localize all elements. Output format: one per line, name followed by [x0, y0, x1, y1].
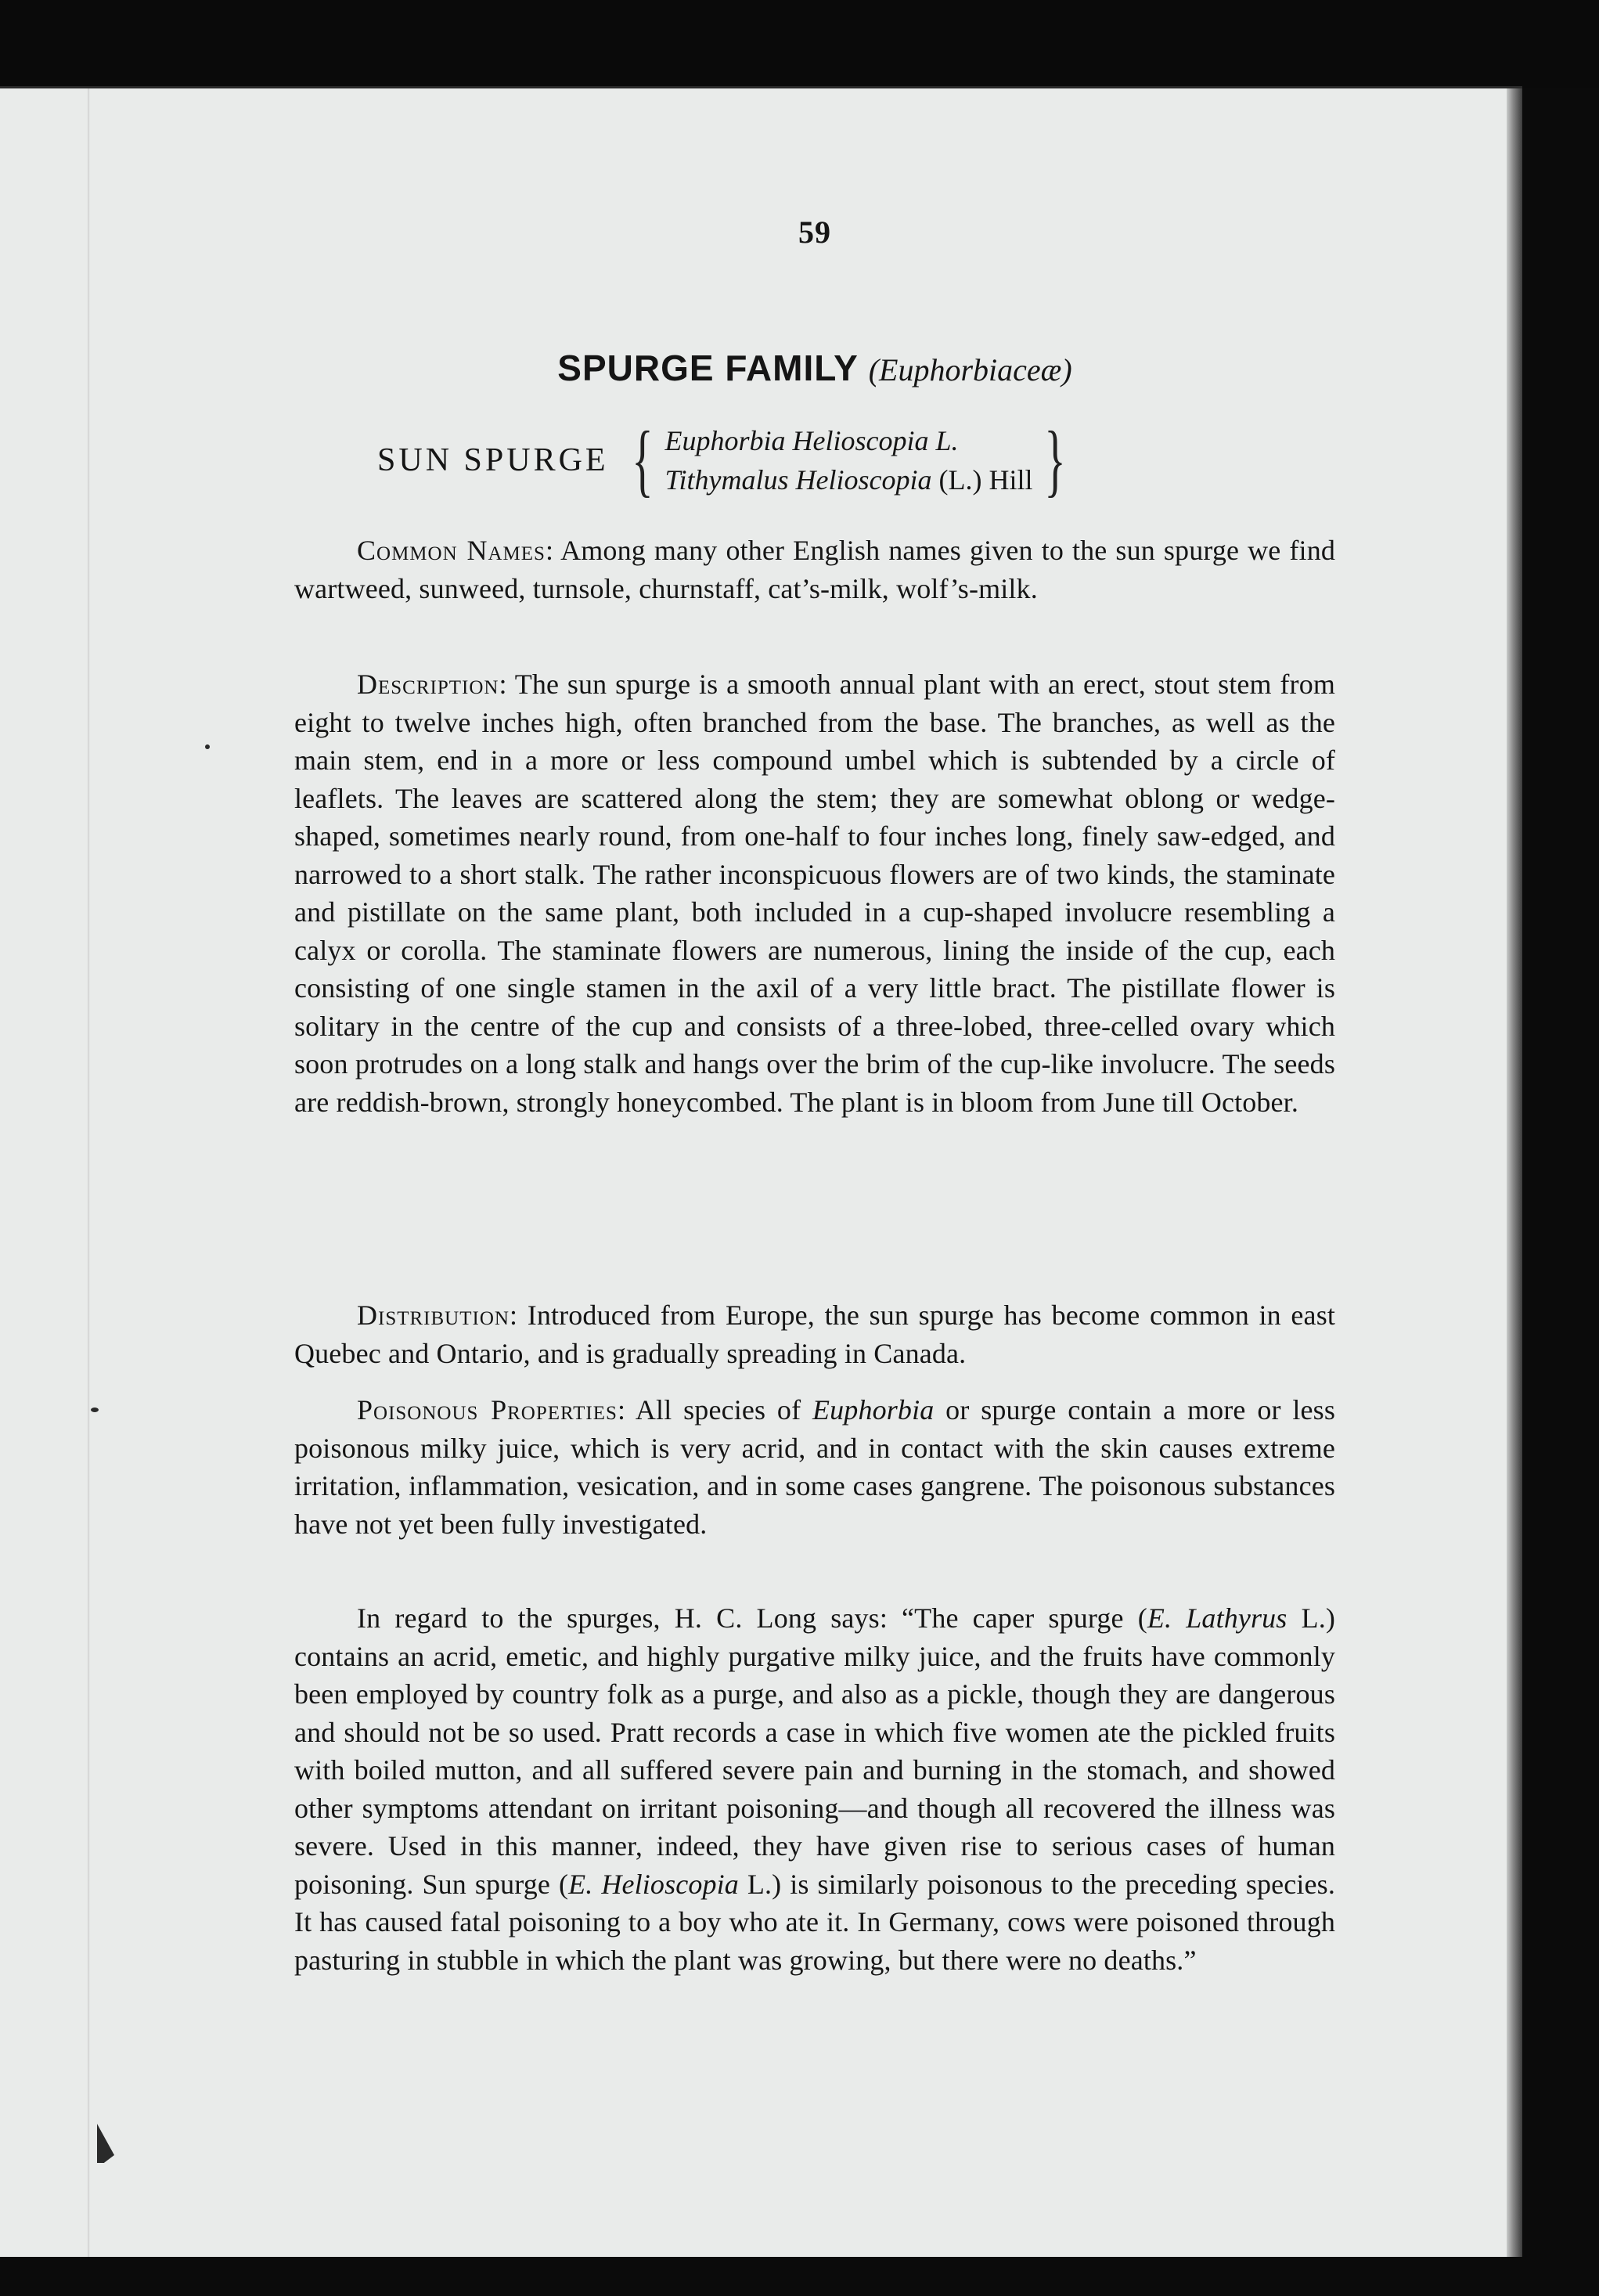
poisonous-text-b: or spurge contain a more or less poisonous milky juice, which is very acrid, and in contact with the skin causes extreme irritation, inflammation, vesication, and in some cases gangrene. The poisonous substances have not yet been fully investigated.: [294, 1394, 1336, 1540]
common-names-paragraph: [294, 532, 1335, 607]
left-brace: {: [631, 415, 654, 505]
synonym-2-name: Tithymalus Helioscopia: [664, 464, 932, 496]
scan-top-border: [0, 0, 1599, 88]
quote-text-c: L.) is similarly poisonous to the preceding species. It has caused fatal poisoning to a boy who ate it. In Germany, cows were poisoned through pasturing in stubble in which the plant was growing, but there were no deaths.”: [294, 1868, 1335, 1976]
family-latin-name: (Euphorbiaceæ): [868, 352, 1072, 387]
description-label: Description: [357, 669, 499, 700]
page-right-edge: [1507, 88, 1522, 2257]
corner-tear: [97, 2124, 114, 2163]
gutter-shadow: [88, 88, 90, 2257]
synonym-2-author: (L.) Hill: [931, 464, 1033, 496]
family-name: SPURGE FAMILY: [557, 348, 858, 388]
species-heading: [377, 417, 1075, 503]
quote-paragraph: [294, 1599, 1335, 1979]
common-names-label: Common Names: [357, 535, 546, 566]
margin-dot: [205, 744, 210, 749]
description-paragraph: [294, 665, 1335, 1121]
species-synonyms: [665, 421, 1033, 499]
synonym-2: [665, 460, 1033, 499]
distribution-paragraph: [294, 1296, 1335, 1372]
page-number: 59: [798, 214, 831, 250]
right-brace: }: [1044, 415, 1067, 505]
poisonous-genus: Euphorbia: [812, 1394, 935, 1426]
species-common-name: SUN SPURGE: [377, 442, 609, 478]
distribution-text: : Introduced from Europe, the sun spurge has become common in east Quebec and Ontario, and is gradually spreading in Canada.: [294, 1299, 1335, 1369]
margin-mark: [91, 1408, 99, 1412]
poisonous-properties-paragraph: [294, 1391, 1335, 1543]
quote-species-b: E. Helioscopia: [568, 1868, 739, 1900]
family-heading: [294, 347, 1335, 389]
distribution-label: Distribution: [357, 1299, 510, 1331]
common-names-text: : Among many other English names given to the sun spurge we find wartweed, sunweed, turnsole, churnstaff, cat’s-milk, wolf’s-milk.: [294, 535, 1335, 604]
quote-text-a: In regard to the spurges, H. C. Long says: “The caper spurge (: [357, 1602, 1147, 1634]
quote-text-b: L.) contains an acrid, emetic, and highly purgative milky juice, and the fruits have commonly been employed by country folk as a purge, and also as a pickle, though they are dangerous and should not be so used. Pratt records a case in which five women ate the pickled fruits with boiled mutton, and all suffered severe pain and burning in the stomach, and showed other symptoms attendant on irritant poisoning—and though all recovered the illness was severe. Used in this manner, indeed, they have given rise to serious cases of human poisoning. Sun spurge (: [294, 1602, 1335, 1900]
poisonous-text-a: : All species of: [617, 1394, 813, 1426]
poisonous-label: Poisonous Properties: [357, 1394, 618, 1426]
synonym-1: Euphorbia Helioscopia L.: [664, 425, 959, 456]
book-page: [0, 86, 1522, 2257]
description-text: : The sun spurge is a smooth annual plant with an erect, stout stem from eight to twelve inches high, often branched from the base. The branches, as well as the main stem, end in a more or less compound umbel which is subtended by a circle of leaflets. The leaves are scattered along the stem; they are somewhat oblong or wedge-shaped, sometimes nearly round, from one-half to four inches long, finely saw-edged, and narrowed to a short stalk. The rather inconspicuous flowers are of two kinds, the staminate and pistillate on the same plant, both included in a cup-shaped involucre resembling a calyx or corolla. The staminate flowers are numerous, lining the inside of the cup, each consisting of one single stamen in the axil of a very little bract. The pistillate flower is solitary in the centre of the cup and consists of a three-lobed, three-celled ovary which soon protrudes on a long stalk and hangs over the brim of the cup-like involucre. The seeds are reddish-brown, strongly honeycombed. The plant is in bloom from June till October.: [294, 669, 1335, 1118]
quote-species-a: E. Lathyrus: [1147, 1602, 1287, 1634]
